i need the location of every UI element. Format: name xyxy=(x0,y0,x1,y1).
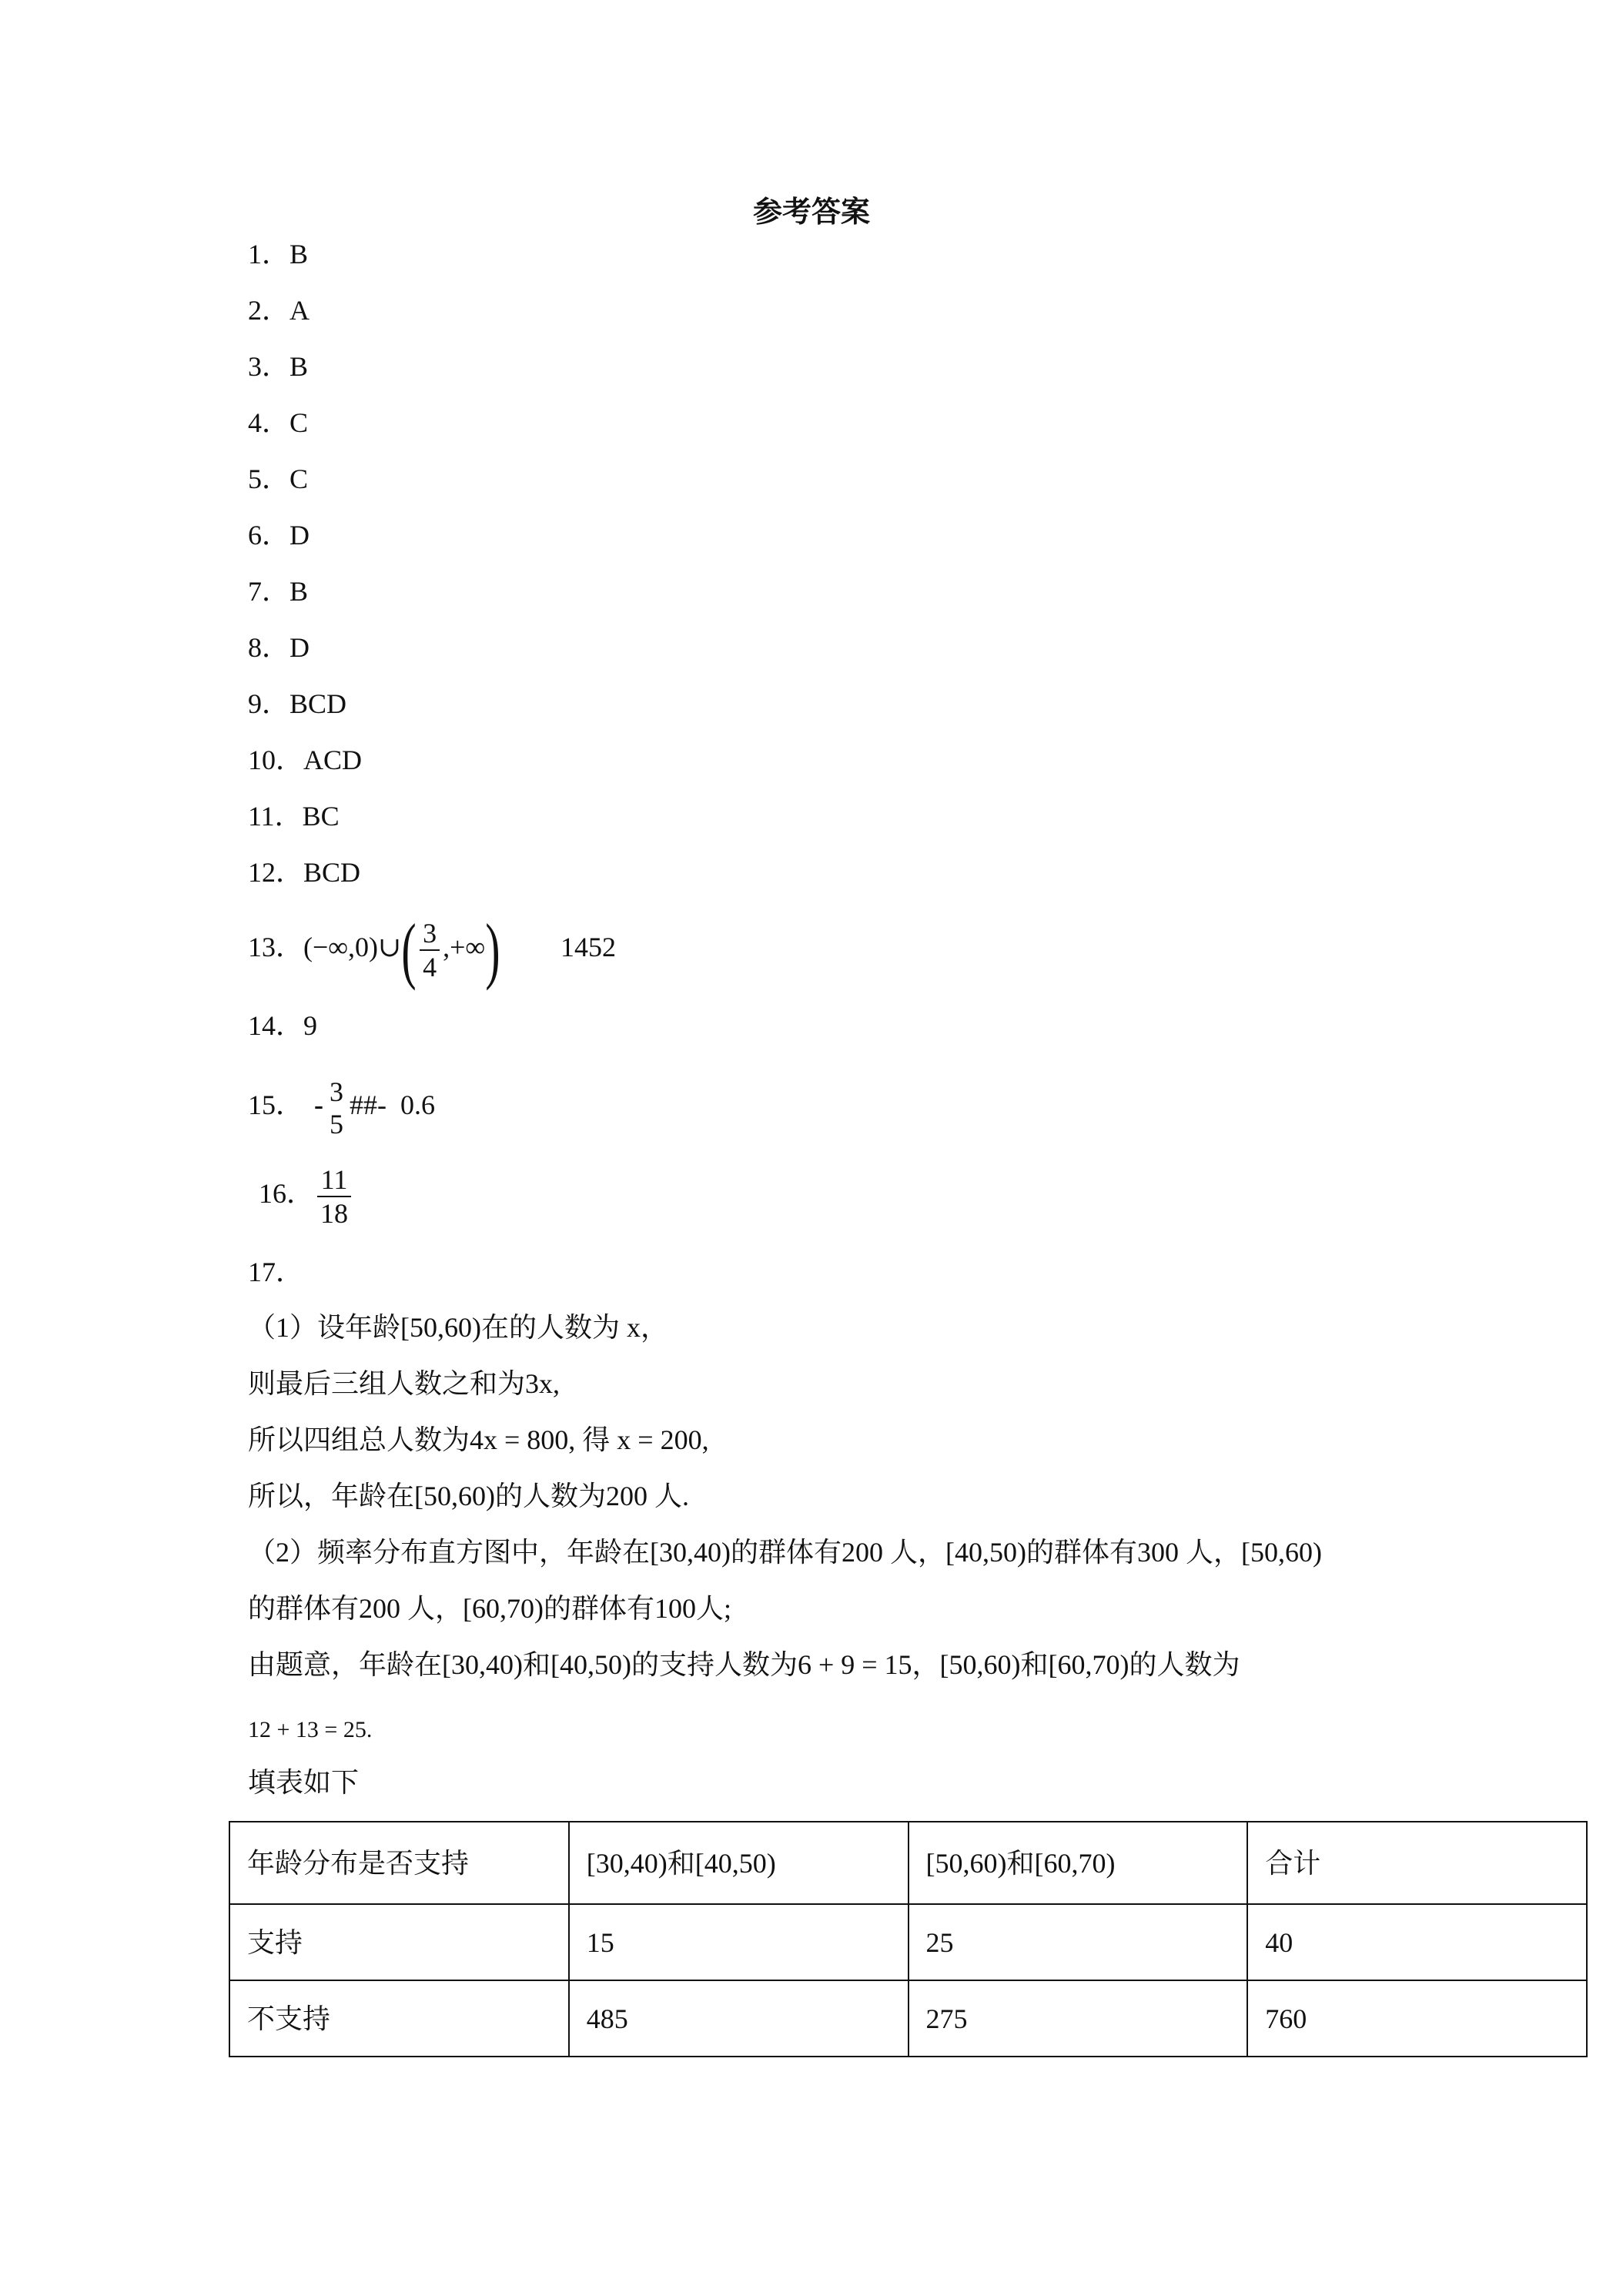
fraction-numerator: 11 xyxy=(317,1163,351,1197)
table-row xyxy=(229,1904,1587,1980)
solution-line: 12 + 13 = 25. xyxy=(248,1717,373,1742)
answer-line-15 xyxy=(248,1066,435,1143)
answer-value: BC xyxy=(302,801,340,832)
question-number: 15． xyxy=(248,1089,304,1120)
answer-value: A xyxy=(289,295,310,326)
table-cell: 不支持 xyxy=(229,1980,569,2057)
solution-line: （1）设年龄[50,60)在的人数为 x， xyxy=(248,1312,668,1343)
answer-line xyxy=(248,687,346,721)
table-header-cell: [50,60)和[60,70) xyxy=(909,1822,1248,1904)
table-cell: 25 xyxy=(909,1904,1248,1980)
answer-line xyxy=(248,293,310,327)
fraction xyxy=(326,1076,346,1140)
table-cell: 485 xyxy=(569,1980,909,2057)
table-row xyxy=(229,1980,1587,2057)
answer-line xyxy=(248,574,308,608)
answer-value: ACD xyxy=(303,745,363,775)
answer-value: B xyxy=(289,351,309,382)
answer-value: BCD xyxy=(289,688,347,719)
question-number: 5． xyxy=(248,464,290,494)
minus-sign: - xyxy=(314,1089,324,1120)
question-number: 6． xyxy=(248,520,290,551)
answer-value: 9 xyxy=(303,1010,318,1041)
answer-line xyxy=(248,462,308,496)
question-number: 17． xyxy=(248,1257,304,1287)
question-number: 2． xyxy=(248,295,290,326)
page-title: 参考答案 xyxy=(752,196,870,229)
answer-line xyxy=(248,743,362,777)
answer-line xyxy=(248,799,340,833)
question-number: 8． xyxy=(248,632,290,663)
table-cell: 支持 xyxy=(229,1904,569,1980)
question-number: 4． xyxy=(248,407,290,438)
answer-value: 1452 xyxy=(561,932,617,962)
solution-line: 的群体有200 人，[60,70)的群体有100人; xyxy=(248,1593,731,1624)
solution-line: （2）频率分布直方图中，年龄在[30,40)的群体有200 人，[40,50)的群体有300 人，[50,60) xyxy=(248,1537,1322,1568)
question-number: 9． xyxy=(248,688,290,719)
solution-line: 则最后三组人数之和为3x, xyxy=(248,1368,561,1399)
table-cell: 40 xyxy=(1247,1904,1587,1980)
question-number: 14． xyxy=(248,1010,304,1041)
answer-value: D xyxy=(289,632,310,663)
answer-line xyxy=(248,237,308,271)
answer-line xyxy=(248,631,310,664)
left-paren: ( xyxy=(401,908,417,991)
question-number: 13． xyxy=(248,932,304,962)
question-number: 12． xyxy=(248,857,304,888)
fraction xyxy=(317,1163,351,1230)
question-number: 10． xyxy=(248,745,304,775)
answer-value: B xyxy=(289,576,309,607)
answer-line xyxy=(248,350,308,383)
table-cell: 15 xyxy=(569,1904,909,1980)
question-number: 7． xyxy=(248,576,290,607)
contingency-table xyxy=(229,1821,1588,2057)
question-number: 3． xyxy=(248,351,290,382)
answer-value: B xyxy=(289,239,309,269)
answer-line-16 xyxy=(259,1155,354,1232)
answer-value: C xyxy=(289,464,309,494)
answer-line-14 xyxy=(248,1009,317,1043)
question-number: 1． xyxy=(248,239,290,269)
answer-line xyxy=(248,406,308,440)
fraction-denominator: 5 xyxy=(330,1108,344,1140)
question-number: 11． xyxy=(248,801,303,832)
fraction-numerator: 3 xyxy=(330,1076,344,1107)
answer-value: BCD xyxy=(303,857,361,888)
solution-line: 所以四组总人数为4x = 800, 得 x = 200, xyxy=(248,1424,709,1455)
answer-line-13 xyxy=(248,908,617,991)
solution-line: 填表如下 xyxy=(248,1767,360,1798)
answer-value: ##- 0.6 xyxy=(350,1089,436,1120)
answer-line xyxy=(248,855,360,889)
interval-right: ,+∞ xyxy=(443,932,486,962)
answer-line xyxy=(248,518,310,552)
interval-left: (−∞,0)∪ xyxy=(303,932,402,962)
answer-value: D xyxy=(289,520,310,551)
table-header-cell: [30,40)和[40,50) xyxy=(569,1822,909,1904)
fraction-denominator: 18 xyxy=(320,1197,349,1229)
fraction-numerator: 3 xyxy=(420,917,440,951)
table-header-row xyxy=(229,1822,1587,1904)
question-number: 16． xyxy=(259,1178,315,1209)
solution-line: 所以，年龄在[50,60)的人数为200 人. xyxy=(248,1481,689,1511)
table-cell: 275 xyxy=(909,1980,1248,2057)
fraction-denominator: 4 xyxy=(423,951,437,982)
table-header-cell: 年龄分布是否支持 xyxy=(229,1822,569,1904)
solution-line: 由题意，年龄在[30,40)和[40,50)的支持人数为6 + 9 = 15，[50,60)和[60,70)的人数为 xyxy=(248,1649,1240,1680)
fraction xyxy=(420,917,440,983)
table-header-cell: 合计 xyxy=(1247,1822,1587,1904)
right-paren: ) xyxy=(485,908,500,991)
answer-line-17 xyxy=(248,1255,303,1289)
table-cell: 760 xyxy=(1247,1980,1587,2057)
answer-value: C xyxy=(289,407,309,438)
